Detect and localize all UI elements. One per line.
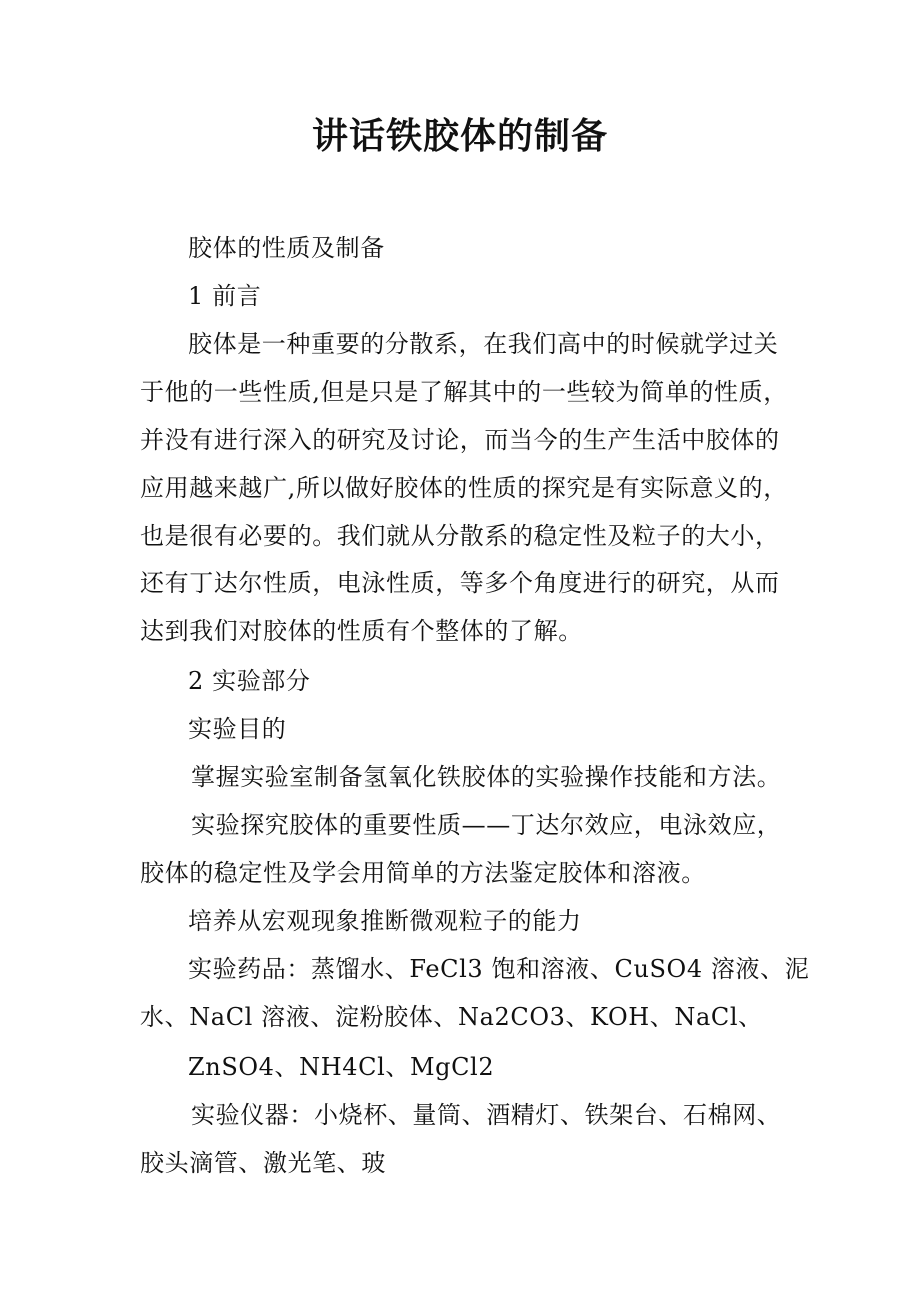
paragraph-line: 达到我们对胶体的性质有个整体的了解。 (140, 617, 583, 645)
subsection-heading: 实验目的 (188, 715, 287, 743)
paragraph-line: 于他的一些性质,但是只是了解其中的一些较为简单的性质， (140, 378, 788, 406)
section-heading: 胶体的性质及制备 (188, 234, 385, 262)
paragraph-line: ZnSO4、NH4Cl、MgCl2 (188, 1053, 495, 1081)
paragraph-line: 胶体的稳定性及学会用简单的方法鉴定胶体和溶液。 (140, 859, 706, 887)
paragraph-line: 水、NaCl 溶液、淀粉胶体、Na2CO3、KOH、NaCl、 (140, 1003, 763, 1031)
paragraph-line: 还有丁达尔性质，电泳性质，等多个角度进行的研究，从而 (140, 569, 780, 597)
paragraph-line: 培养从宏观现象推断微观粒子的能力 (188, 907, 582, 935)
paragraph-line: 也是很有必要的。我们就从分散系的稳定性及粒子的大小， (140, 522, 780, 550)
paragraph-line: 实验探究胶体的重要性质——丁达尔效应，电泳效应， (191, 811, 782, 839)
paragraph-line: 胶体是一种重要的分散系，在我们高中的时候就学过关 (188, 330, 779, 358)
paragraph-line: 胶头滴管、激光笔、玻 (140, 1149, 386, 1177)
section-heading: 2 实验部分 (188, 667, 311, 695)
paragraph-line: 应用越来越广,所以做好胶体的性质的探究是有实际意义的， (140, 474, 788, 502)
paragraph-line: 掌握实验室制备氢氧化铁胶体的实验操作技能和方法。 (191, 763, 782, 791)
section-heading: 1 前言 (188, 282, 262, 310)
paragraph-line: 并没有进行深入的研究及讨论，而当今的生产生活中胶体的 (140, 426, 780, 454)
paragraph-line: 实验药品：蒸馏水、FeCl3 饱和溶液、CuSO4 溶液、泥 (188, 955, 810, 983)
document-title: 讲话铁胶体的制备 (311, 115, 608, 157)
paragraph-line: 实验仪器：小烧杯、量筒、酒精灯、铁架台、石棉网、 (191, 1101, 782, 1129)
